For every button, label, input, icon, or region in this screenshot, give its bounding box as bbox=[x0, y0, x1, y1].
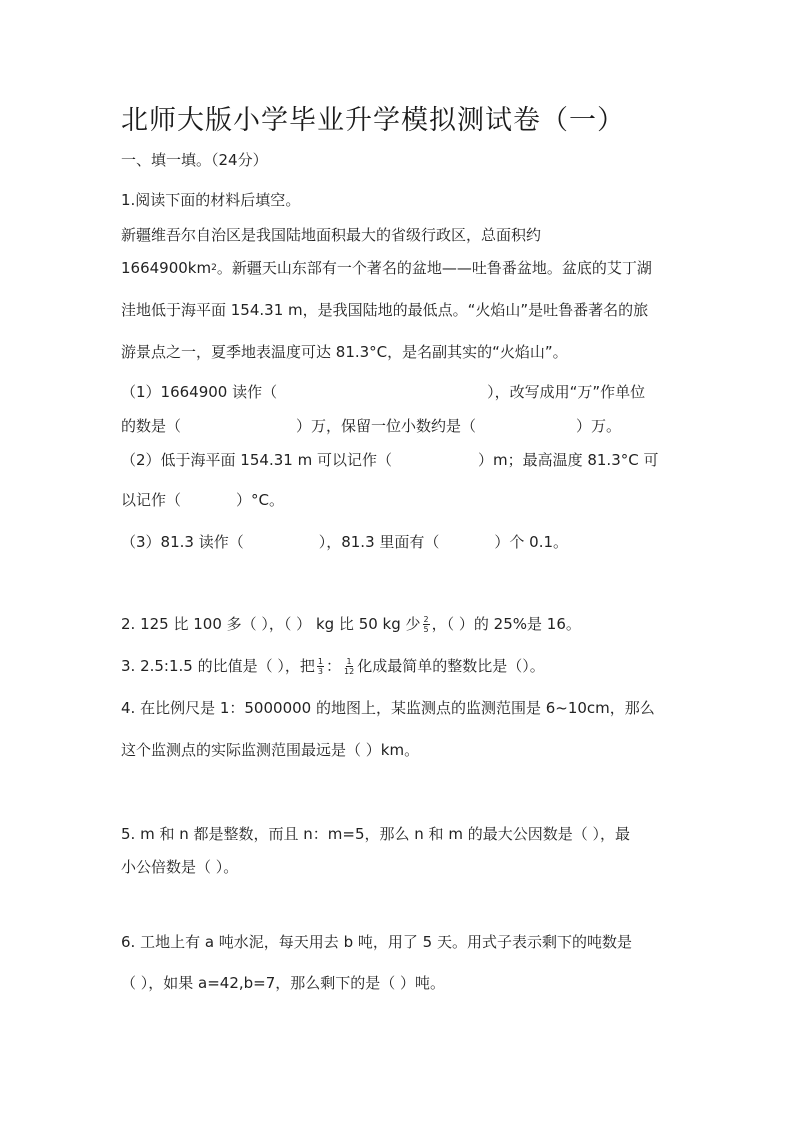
fraction-numerator: 1 bbox=[317, 657, 323, 666]
q2 bbox=[121, 614, 581, 634]
question-text: ，（ ）的 25%是 16。 bbox=[431, 615, 581, 633]
q4-line-1: 4. 在比例尺是 1：5000000 的地图上，某监测点的监测范围是 6~10cm，那么 bbox=[121, 699, 655, 717]
fraction-one-third bbox=[317, 657, 324, 676]
fraction-denominator: 12 bbox=[344, 667, 355, 676]
q5-line-2: 小公倍数是（ ）。 bbox=[121, 858, 239, 876]
question-text: 以记作（ bbox=[121, 491, 182, 509]
q1-sub1-line-2 bbox=[121, 416, 621, 436]
q4-line-2: 这个监测点的实际监测范围最远是（ ）km。 bbox=[121, 741, 420, 759]
q1-sub2-line-2 bbox=[121, 490, 284, 510]
question-text: 2. 125 比 100 多（ ），（ ） kg 比 50 kg 少 bbox=[121, 615, 421, 633]
fraction-two-fifths bbox=[423, 615, 430, 634]
q1-passage-line-4: 游景点之一，夏季地表温度可达 81.3°C，是名副其实的“火焰山”。 bbox=[121, 343, 568, 361]
area-value: 1664900km bbox=[121, 259, 212, 277]
passage-text: 。新疆天山东部有一个著名的盆地——吐鲁番盆地。盆底的艾丁湖 bbox=[216, 259, 652, 277]
fraction-one-twelfth bbox=[343, 657, 355, 676]
q6-line-1: 6. 工地上有 a 吨水泥，每天用去 b 吨，用了 5 天。用式子表示剩下的吨数是 bbox=[121, 933, 632, 951]
question-text: 化成最简单的整数比是（）。 bbox=[357, 657, 545, 675]
page-title: 北师大版小学毕业升学模拟测试卷（一） bbox=[121, 105, 625, 136]
question-text: ）m；最高温度 81.3°C 可 bbox=[477, 451, 659, 469]
section-heading: 一、填一填。（24分） bbox=[121, 151, 268, 169]
q1-passage-line-2 bbox=[121, 258, 652, 278]
question-text: ）万，保留一位小数约是（ bbox=[296, 417, 477, 435]
q1-passage-line-1: 新疆维吾尔自治区是我国陆地面积最大的省级行政区，总面积约 bbox=[121, 226, 542, 244]
question-text: ），改写成用“万”作单位 bbox=[487, 383, 646, 401]
area-unit-exponent: 2 bbox=[211, 263, 217, 273]
question-text: （2）低于海平面 154.31 m 可以记作（ bbox=[121, 451, 392, 469]
q3 bbox=[121, 656, 545, 676]
question-text: （1）1664900 读作（ bbox=[121, 383, 278, 401]
fraction-numerator: 1 bbox=[346, 657, 352, 666]
question-text: （3）81.3 读作（ bbox=[121, 533, 244, 551]
question-text: ），81.3 里面有（ bbox=[318, 533, 440, 551]
q6-line-2: （ ），如果 a=42,b=7，那么剩下的是（ ）吨。 bbox=[121, 974, 446, 992]
fraction-denominator: 3 bbox=[317, 667, 323, 676]
fraction-numerator: 2 bbox=[423, 615, 429, 624]
q1-sub3 bbox=[121, 532, 568, 552]
q1-heading: 1.阅读下面的材料后填空。 bbox=[121, 191, 301, 209]
ratio-colon: ： bbox=[325, 657, 341, 675]
question-text: ）万。 bbox=[576, 417, 622, 435]
q1-sub2-line-1 bbox=[121, 450, 658, 470]
q1-sub1-line-1 bbox=[121, 382, 645, 402]
q5-line-1: 5. m 和 n 都是整数，而且 n：m=5，那么 n 和 m 的最大公因数是（ ），最 bbox=[121, 825, 630, 843]
fraction-denominator: 5 bbox=[423, 625, 429, 634]
question-text: 的数是（ bbox=[121, 417, 182, 435]
question-text: ）个 0.1。 bbox=[494, 533, 569, 551]
q1-passage-line-3: 洼地低于海平面 154.31 m，是我国陆地的最低点。“火焰山”是吐鲁番著名的旅 bbox=[121, 301, 649, 319]
question-text: ）°C。 bbox=[236, 491, 284, 509]
question-text: 3. 2.5:1.5 的比值是（ ），把 bbox=[121, 657, 315, 675]
